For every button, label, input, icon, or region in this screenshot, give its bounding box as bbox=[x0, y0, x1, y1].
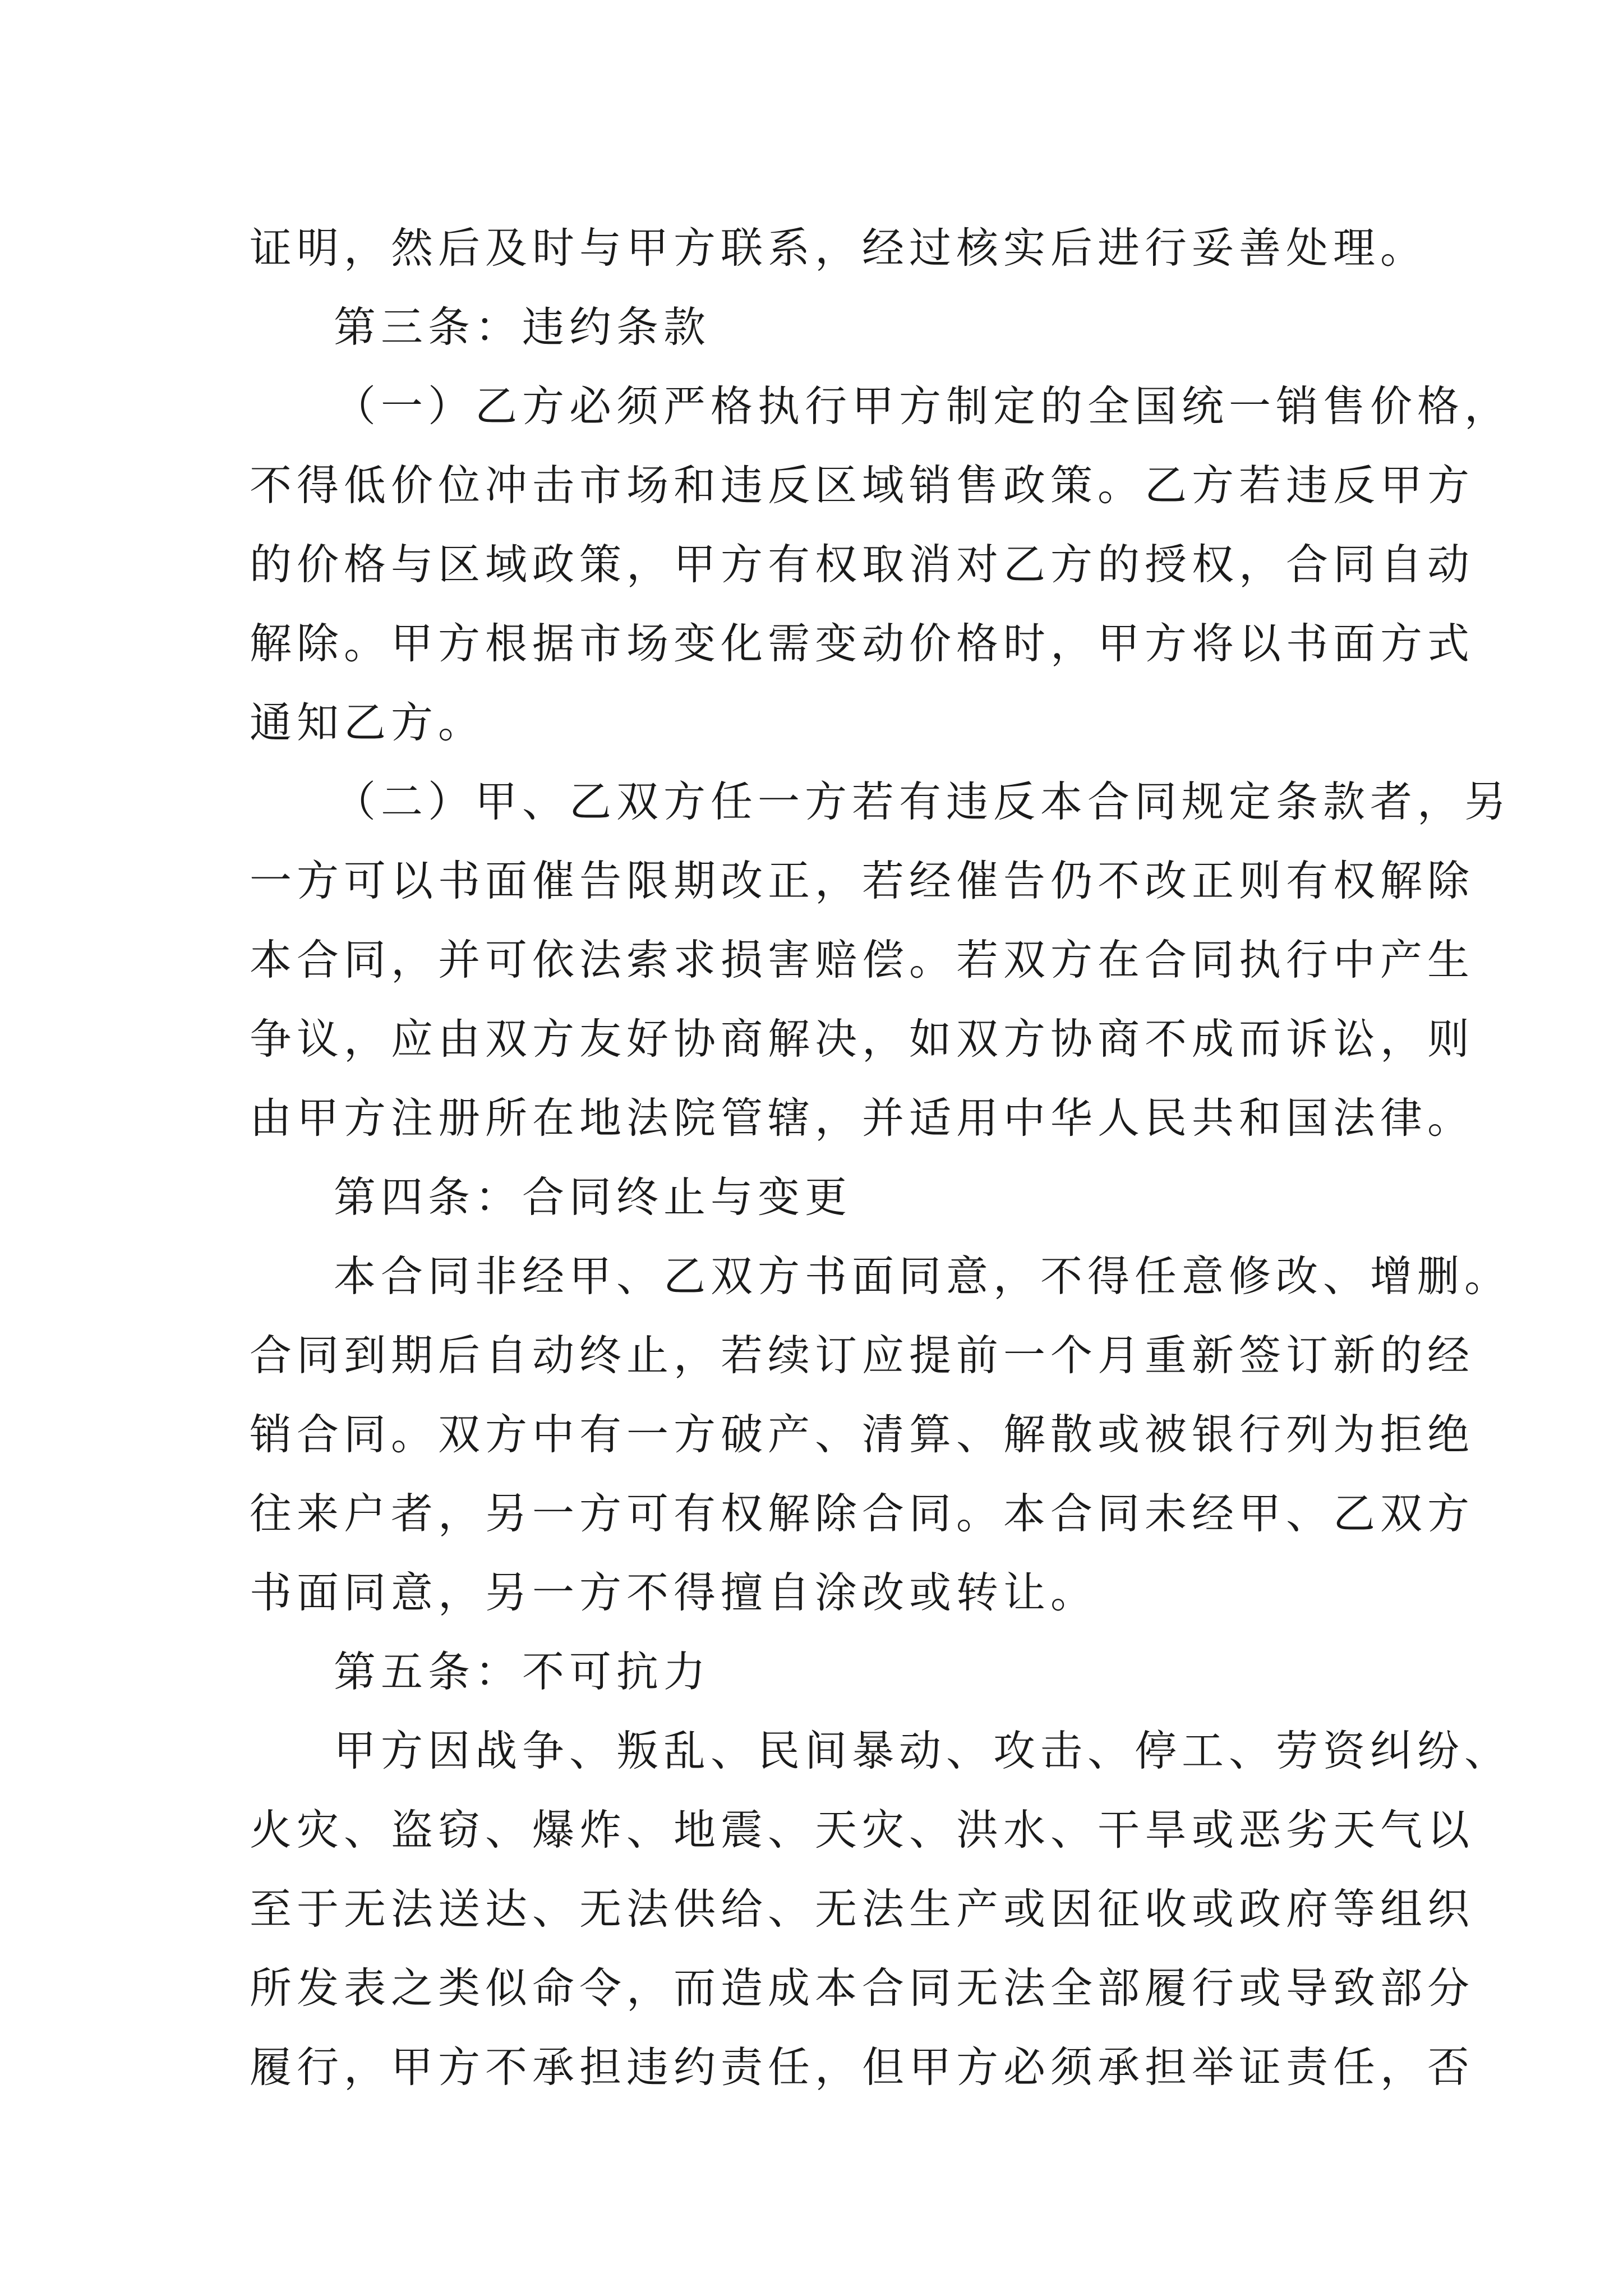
text-line: 证明，然后及时与甲方联系，经过核实后进行妥善处理。 bbox=[250, 223, 1428, 273]
text-line: 所发表之类似命令，而造成本合同无法全部履行或导致部分 bbox=[250, 1963, 1475, 2013]
text-line: 甲方因战争、叛乱、民间暴动、攻击、停工、劳资纠纷、 bbox=[334, 1726, 1512, 1775]
text-line: 履行，甲方不承担违约责任，但甲方必须承担举证责任，否 bbox=[250, 2042, 1475, 2092]
text-line: 销合同。双方中有一方破产、清算、解散或被银行列为拒绝 bbox=[250, 1410, 1475, 1459]
article-heading: 第三条：违约条款 bbox=[334, 302, 711, 352]
text-line: 火灾、盗窃、爆炸、地震、天灾、洪水、干旱或恶劣天气以 bbox=[250, 1805, 1475, 1855]
text-line: 的价格与区域政策，甲方有权取消对乙方的授权，合同自动 bbox=[250, 540, 1475, 589]
text-line: 一方可以书面催告限期改正，若经催告仍不改正则有权解除 bbox=[250, 856, 1475, 905]
contract-text-body bbox=[250, 209, 1512, 2107]
text-line: 至于无法送达、无法供给、无法生产或因征收或政府等组织 bbox=[250, 1884, 1475, 1934]
article-heading: 第四条：合同终止与变更 bbox=[334, 1172, 852, 1222]
text-line: 往来户者，另一方可有权解除合同。本合同未经甲、乙双方 bbox=[250, 1489, 1475, 1538]
text-line: 解除。甲方根据市场变化需变动价格时，甲方将以书面方式 bbox=[250, 619, 1475, 668]
text-line: 争议，应由双方友好协商解决，如双方协商不成而诉讼，则 bbox=[250, 1014, 1475, 1064]
text-line: 书面同意，另一方不得擅自涂改或转让。 bbox=[250, 1568, 1098, 1617]
text-line: 合同到期后自动终止，若续订应提前一个月重新签订新的经 bbox=[250, 1331, 1475, 1380]
text-line: 本合同非经甲、乙双方书面同意，不得任意修改、增删。 bbox=[334, 1251, 1512, 1301]
article-heading: 第五条：不可抗力 bbox=[334, 1647, 711, 1696]
text-line: （二）甲、乙双方任一方若有违反本合同规定条款者，另 bbox=[334, 777, 1512, 826]
text-line: 本合同，并可依法索求损害赔偿。若双方在合同执行中产生 bbox=[250, 935, 1475, 984]
text-line: （一）乙方必须严格执行甲方制定的全国统一销售价格， bbox=[334, 381, 1512, 431]
text-line: 不得低价位冲击市场和违反区域销售政策。乙方若违反甲方 bbox=[250, 461, 1475, 510]
text-line: 通知乙方。 bbox=[250, 698, 486, 747]
text-line: 由甲方注册所在地法院管辖，并适用中华人民共和国法律。 bbox=[250, 1093, 1475, 1143]
